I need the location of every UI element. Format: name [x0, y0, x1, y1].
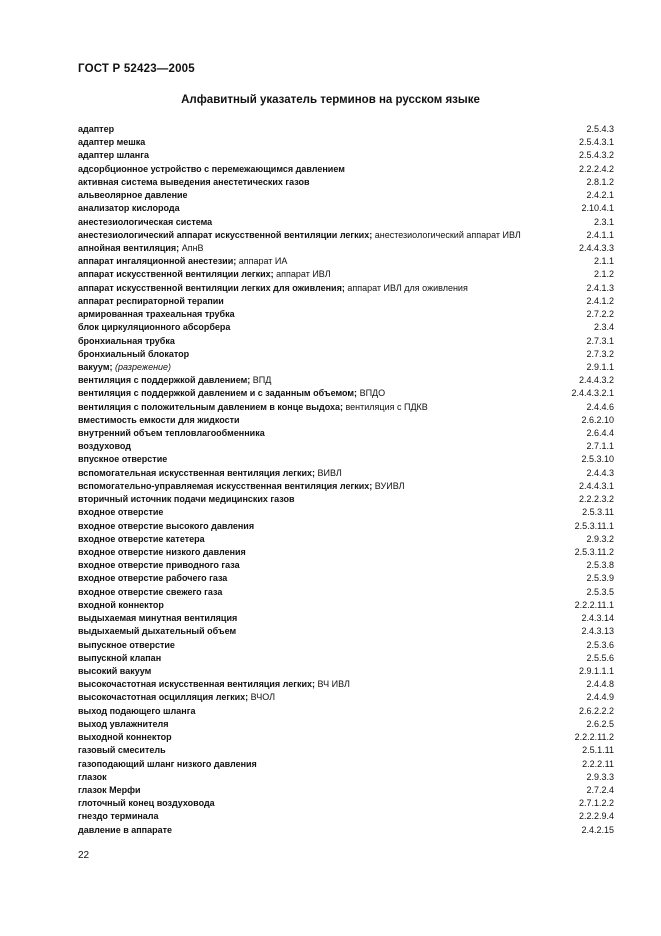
- entry-term: входное отверстие свежего газа: [78, 586, 223, 597]
- entry-number: 2.2.2.9.4: [578, 811, 614, 822]
- entry-synonym: ВУИВЛ: [372, 480, 405, 491]
- entry-term: выходной коннектор: [78, 732, 172, 743]
- entry-term: выпускной клапан: [78, 652, 162, 663]
- index-entry: [78, 480, 614, 493]
- index-entry: [78, 506, 614, 519]
- entry-term: адаптер: [78, 124, 115, 134]
- entry-term: вторичный источник подачи медицинских газов: [78, 494, 295, 505]
- entry-number: 2.9.3.2: [586, 533, 614, 544]
- entry-text: [78, 678, 350, 691]
- index-entry: [78, 520, 614, 533]
- entry-term: высокий вакуум: [78, 665, 152, 676]
- entry-text: [78, 295, 224, 308]
- index-entry: [78, 414, 614, 427]
- entry-number: 2.6.2.2.2: [578, 705, 614, 716]
- entry-number: 2.5.3.8: [586, 560, 614, 571]
- entry-term: бронхиальный блокатор: [78, 348, 190, 359]
- entry-term: газоподающий шланг низкого давления: [78, 758, 257, 769]
- entry-number: 2.4.4.3.1: [578, 480, 614, 491]
- index-entry: [78, 149, 614, 162]
- entry-term: входное отверстие низкого давления: [78, 547, 246, 557]
- index-entry: [78, 797, 614, 810]
- entry-number: 2.7.3.1: [586, 335, 614, 346]
- index-entry: [78, 559, 614, 572]
- entry-term: вентиляция с положительным давлением в конце выдоха;: [78, 401, 343, 412]
- entry-text: [78, 136, 145, 149]
- entry-term: адсорбционное устройство с перемежающимся давлением: [78, 163, 345, 174]
- entry-term: армированная трахеальная трубка: [78, 309, 235, 320]
- entry-term: аппарат ингаляционной анестезии;: [78, 256, 237, 267]
- entry-term: альвеолярное давление: [78, 190, 188, 201]
- entry-synonym: ВПДО: [357, 388, 386, 399]
- index-entry: [78, 467, 614, 480]
- entry-term: выход увлажнителя: [78, 718, 169, 729]
- index-entry: [78, 268, 614, 281]
- entry-text: [78, 242, 204, 255]
- entry-text: [78, 758, 257, 771]
- entry-term: вакуум;: [78, 361, 113, 372]
- entry-text: [78, 546, 246, 559]
- entry-number: 2.4.2.1: [586, 190, 614, 201]
- index-entry: [78, 493, 614, 506]
- index-entry: [78, 242, 614, 255]
- entry-term: выход подающего шланга: [78, 705, 196, 716]
- entry-number: 2.4.1.3: [586, 282, 614, 293]
- entry-term: входное отверстие высокого давления: [78, 520, 255, 531]
- entry-text: [78, 665, 151, 678]
- entry-number: 2.2.2.11: [582, 758, 614, 769]
- index-entry: [78, 229, 614, 242]
- entry-term: гнездо терминала: [78, 811, 159, 822]
- entry-text: [78, 308, 235, 321]
- entry-number: 2.7.2.4: [586, 784, 614, 795]
- entry-text: [78, 163, 345, 176]
- entry-number: 2.6.2.10: [581, 414, 614, 425]
- entry-term: входное отверстие рабочего газа: [78, 573, 228, 584]
- entry-number: 2.5.4.3: [586, 124, 614, 134]
- entry-number: 2.2.2.4.2: [578, 163, 614, 174]
- index-entry: [78, 718, 614, 731]
- entry-number: 2.2.2.11.2: [574, 732, 614, 743]
- entry-number: 2.4.4.8: [586, 679, 614, 690]
- entry-term: апнойная вентиляция;: [78, 242, 180, 253]
- entry-term: впускное отверстие: [78, 454, 168, 465]
- index-entry: [78, 533, 614, 546]
- index-entry: [78, 546, 614, 559]
- document-header: ГОСТ Р 52423—2005: [78, 63, 195, 75]
- entry-term: выпускное отверстие: [78, 639, 175, 650]
- entry-number: 2.5.3.5: [586, 586, 614, 597]
- entry-term: анестезиологический аппарат искусственной вентиляции легких;: [78, 229, 373, 240]
- index-entry: [78, 335, 614, 348]
- entry-number: 2.5.3.11.2: [574, 547, 614, 557]
- index-entry: [78, 440, 614, 453]
- index-entry: [78, 321, 614, 334]
- entry-term: газовый смеситель: [78, 745, 166, 756]
- entry-number: 2.5.1.11: [582, 745, 614, 756]
- page-title: Алфавитный указатель терминов на русском языке: [181, 94, 480, 106]
- index-entry: [78, 586, 614, 599]
- entry-synonym: аппарат ИА: [236, 256, 288, 267]
- index-entry: [78, 189, 614, 202]
- entry-text: [78, 123, 114, 136]
- entry-text: [78, 268, 331, 281]
- index-entry: [78, 295, 614, 308]
- entry-term: глоточный конец воздуховода: [78, 798, 215, 809]
- entry-text: [78, 176, 310, 189]
- page-number: 22: [78, 850, 90, 861]
- entry-text: [78, 361, 171, 374]
- entry-number: 2.5.3.11: [582, 507, 614, 518]
- entry-synonym: вентиляция с ПДКВ: [343, 401, 428, 412]
- index-entry: [78, 572, 614, 585]
- entry-term: аппарат респираторной терапии: [78, 295, 224, 306]
- entry-text: [78, 731, 172, 744]
- entry-term: анализатор кислорода: [78, 203, 180, 214]
- entry-number: 2.1.2: [593, 269, 614, 280]
- entry-text: [78, 480, 405, 493]
- entry-text: [78, 559, 240, 572]
- entry-synonym: ВЧОЛ: [248, 692, 276, 703]
- entry-term: вентиляция с поддержкой давлением и с заданным объемом;: [78, 388, 358, 399]
- entry-term: входное отверстие катетера: [78, 533, 205, 544]
- index-entry: [78, 639, 614, 652]
- entry-number: 2.7.1.2.2: [578, 798, 614, 809]
- entry-number: 2.4.4.9: [586, 692, 614, 703]
- index-entry: [78, 361, 614, 374]
- entry-number: 2.9.3.3: [586, 771, 614, 782]
- entry-text: [78, 229, 521, 242]
- entry-number: 2.7.2.2: [586, 309, 614, 320]
- entry-synonym: ВПД: [250, 375, 272, 386]
- index-entry: [78, 427, 614, 440]
- index-entry: [78, 216, 614, 229]
- entry-text: [78, 202, 180, 215]
- entry-text: [78, 612, 237, 625]
- entry-text: [78, 427, 265, 440]
- entry-term: глазок Мерфи: [78, 784, 141, 795]
- entry-synonym: аппарат ИВЛ для оживления: [344, 282, 468, 293]
- entry-term: аппарат искусственной вентиляции легких;: [78, 269, 274, 280]
- entry-text: [78, 652, 161, 665]
- entry-number: 2.4.3.14: [581, 613, 614, 624]
- entry-term: бронхиальная трубка: [78, 335, 175, 346]
- entry-number: 2.3.1: [593, 216, 614, 227]
- entry-text: [78, 453, 167, 466]
- entry-number: 2.4.3.13: [581, 626, 614, 637]
- entry-synonym: ВИВЛ: [315, 467, 342, 478]
- entry-term: блок циркуляционного абсорбера: [78, 322, 231, 333]
- entry-term: вспомогательная искусственная вентиляция легких;: [78, 467, 316, 478]
- entry-number: 2.5.3.9: [586, 573, 614, 584]
- entry-number: 2.9.1.1.1: [578, 665, 614, 676]
- entry-number: 2.4.4.3.3: [578, 242, 614, 253]
- index-entry: [78, 678, 614, 691]
- entry-number: 2.10.4.1: [581, 203, 614, 214]
- entry-number: 2.4.1.2: [586, 295, 614, 306]
- entry-text: [78, 784, 141, 797]
- index-entry: [78, 255, 614, 268]
- index-entry: [78, 176, 614, 189]
- entry-term: аппарат искусственной вентиляции легких для оживления;: [78, 282, 345, 293]
- entry-number: 2.5.3.10: [581, 454, 614, 465]
- entry-text: [78, 705, 195, 718]
- index-entry: [78, 744, 614, 757]
- index-entry: [78, 705, 614, 718]
- index-entry: [78, 625, 614, 638]
- entry-text: [78, 282, 468, 295]
- index-entry: [78, 758, 614, 771]
- entry-text: [78, 189, 188, 202]
- index-entry: [78, 282, 614, 295]
- entry-text: [78, 401, 428, 414]
- entry-text: [78, 744, 166, 757]
- index-entry: [78, 612, 614, 625]
- entry-text: [78, 216, 212, 229]
- index-entry: [78, 387, 614, 400]
- term-index-list: [78, 123, 614, 837]
- entry-number: 2.9.1.1: [586, 361, 614, 372]
- entry-text: [78, 599, 164, 612]
- entry-text: [78, 467, 342, 480]
- entry-text: [78, 625, 236, 638]
- entry-text: [78, 771, 107, 784]
- entry-term: глазок: [78, 771, 107, 782]
- entry-text: [78, 335, 175, 348]
- index-entry: [78, 163, 614, 176]
- entry-number: 2.5.4.3.1: [578, 137, 614, 148]
- entry-number: 2.4.4.3.2: [578, 375, 614, 386]
- entry-text: [78, 414, 240, 427]
- entry-synonym: ВЧ ИВЛ: [315, 679, 350, 690]
- index-entry: [78, 401, 614, 414]
- entry-number: 2.2.2.3.2: [578, 494, 614, 505]
- entry-number: 2.5.3.11.1: [574, 520, 614, 531]
- entry-term: воздуховод: [78, 441, 131, 452]
- index-entry: [78, 136, 614, 149]
- entry-number: 2.4.2.15: [581, 824, 614, 835]
- index-entry: [78, 771, 614, 784]
- entry-text: [78, 440, 131, 453]
- entry-term: анестезиологическая система: [78, 216, 213, 227]
- entry-number: 2.8.1.2: [586, 176, 614, 187]
- entry-term: выдыхаемая минутная вентиляция: [78, 613, 238, 624]
- entry-term: выдыхаемый дыхательный объем: [78, 626, 237, 637]
- index-entry: [78, 599, 614, 612]
- entry-text: [78, 374, 271, 387]
- index-entry: [78, 308, 614, 321]
- entry-number: 2.4.4.6: [586, 401, 614, 412]
- entry-text: [78, 691, 275, 704]
- entry-term: вспомогательно-управляемая искусственная вентиляция легких;: [78, 480, 373, 491]
- entry-text: [78, 533, 205, 546]
- entry-text: [78, 639, 175, 652]
- entry-term: вместимость емкости для жидкости: [78, 414, 240, 425]
- entry-number: 2.7.3.2: [586, 348, 614, 359]
- entry-synonym: (разрежение): [112, 361, 172, 372]
- index-entry: [78, 652, 614, 665]
- entry-term: вентиляция с поддержкой давлением;: [78, 375, 251, 386]
- entry-term: высокочастотная искусственная вентиляция легких;: [78, 679, 316, 690]
- index-entry: [78, 374, 614, 387]
- index-entry: [78, 453, 614, 466]
- entry-term: адаптер шланга: [78, 150, 149, 161]
- entry-number: 2.6.4.4: [586, 428, 614, 439]
- entry-text: [78, 718, 168, 731]
- entry-text: [78, 321, 230, 334]
- entry-text: [78, 493, 295, 506]
- entry-number: 2.1.1: [593, 256, 614, 267]
- entry-text: [78, 348, 189, 361]
- entry-term: входной коннектор: [78, 599, 164, 610]
- entry-number: 2.5.4.3.2: [578, 150, 614, 161]
- entry-synonym: АпнВ: [179, 242, 204, 253]
- index-entry: [78, 348, 614, 361]
- index-entry: [78, 691, 614, 704]
- entry-term: давление в аппарате: [78, 824, 173, 835]
- entry-text: [78, 387, 385, 400]
- index-entry: [78, 824, 614, 837]
- index-entry: [78, 123, 614, 136]
- entry-text: [78, 797, 215, 810]
- entry-number: 2.2.2.11.1: [574, 599, 614, 610]
- entry-text: [78, 255, 287, 268]
- entry-number: 2.5.5.6: [586, 652, 614, 663]
- entry-text: [78, 520, 254, 533]
- entry-text: [78, 506, 163, 519]
- entry-number: 2.4.4.3: [586, 467, 614, 478]
- index-entry: [78, 202, 614, 215]
- entry-number: 2.7.1.1: [586, 441, 614, 452]
- entry-term: активная система выведения анестетических газов: [78, 176, 310, 187]
- entry-number: 2.4.1.1: [586, 229, 614, 240]
- index-entry: [78, 810, 614, 823]
- entry-number: 2.5.3.6: [586, 639, 614, 650]
- entry-number: 2.3.4: [593, 322, 614, 333]
- entry-number: 2.4.4.3.2.1: [571, 388, 614, 399]
- entry-text: [78, 586, 222, 599]
- entry-text: [78, 824, 172, 837]
- entry-text: [78, 810, 159, 823]
- index-entry: [78, 731, 614, 744]
- entry-term: внутренний объем тепловлагообменника: [78, 428, 265, 439]
- entry-text: [78, 149, 149, 162]
- entry-synonym: аппарат ИВЛ: [273, 269, 331, 280]
- entry-term: адаптер мешка: [78, 137, 146, 148]
- index-entry: [78, 784, 614, 797]
- entry-term: входное отверстие приводного газа: [78, 560, 240, 571]
- entry-term: высокочастотная осцилляция легких;: [78, 692, 249, 703]
- index-entry: [78, 665, 614, 678]
- entry-text: [78, 572, 227, 585]
- entry-term: входное отверстие: [78, 507, 164, 518]
- entry-synonym: анестезиологический аппарат ИВЛ: [372, 229, 521, 240]
- entry-number: 2.6.2.5: [586, 718, 614, 729]
